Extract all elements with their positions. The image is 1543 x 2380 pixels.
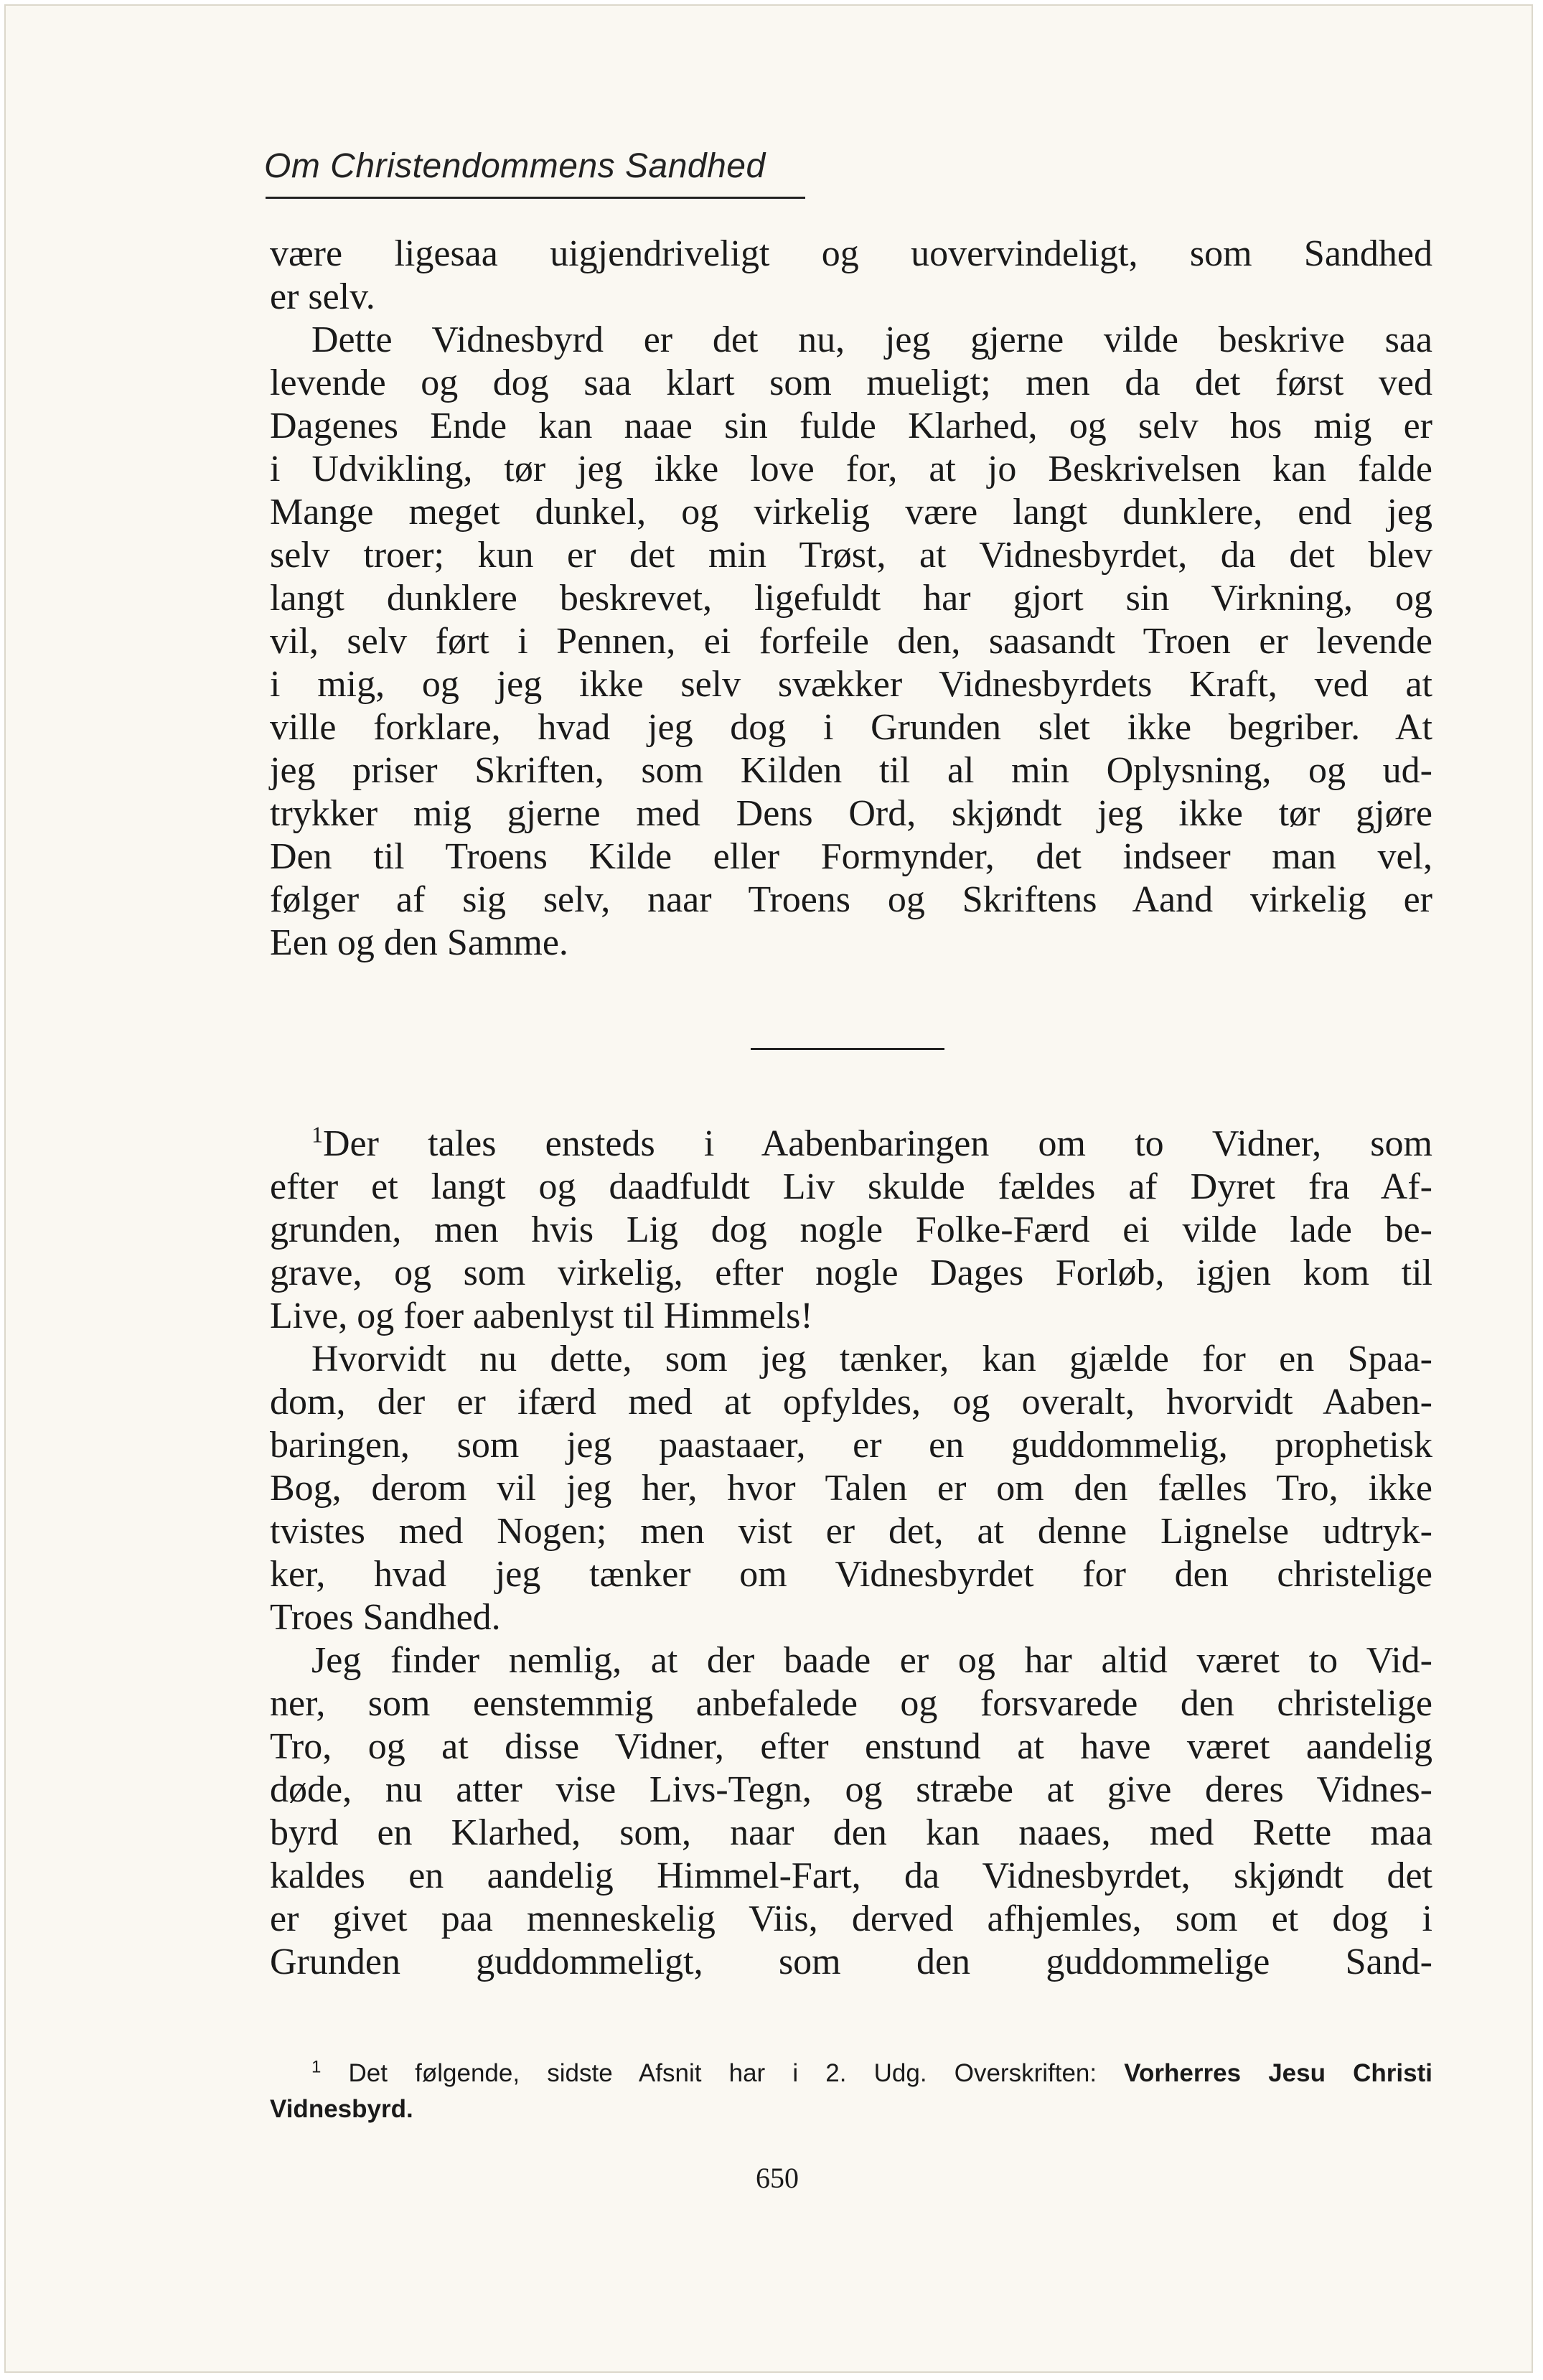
footnote-bold-title-cont: Vidnesbyrd. (270, 2095, 413, 2123)
footnote-bold-title: Vorherres Jesu Christi (1124, 2059, 1432, 2087)
text-line: Grunden guddommeligt, som den guddommelige Sand- (270, 1941, 1432, 1982)
text-line: levende og dog saa klart som mueligt; men da det først ved (270, 362, 1432, 403)
text-block-bottom (270, 1123, 1432, 1984)
text-line: ner, som eenstemmig anbefalede og forsvarede den christelige (270, 1683, 1432, 1724)
text-line: byrd en Klarhed, som, naar den kan naaes, med Rette maa (270, 1812, 1432, 1853)
text-line: er givet paa menneskelig Viis, derved afhjemles, som et dog i (270, 1898, 1432, 1939)
text-line: ville forklare, hvad jeg dog i Grunden slet ikke begriber. At (270, 707, 1432, 748)
text-block-top (270, 233, 1432, 965)
text-line: ker, hvad jeg tænker om Vidnesbyrdet for den christelige (270, 1554, 1432, 1595)
text-line: følger af sig selv, naar Troens og Skriftens Aand virkelig er (270, 879, 1432, 920)
text-line: Hvorvidt nu dette, som jeg tænker, kan gjælde for en Spaa- (311, 1339, 1432, 1379)
text-line: Dagenes Ende kan naae sin fulde Klarhed, og selv hos mig er (270, 406, 1432, 446)
footnote-number: 1 (311, 2057, 322, 2077)
text-line: grunden, men hvis Lig dog nogle Folke-Færd ei vilde lade be- (270, 1209, 1432, 1250)
page (4, 4, 1533, 2373)
text-line: er selv. (270, 276, 375, 317)
text-line: i mig, og jeg ikke selv svækker Vidnesbyrdets Kraft, ved at (270, 664, 1432, 705)
text-line: baringen, som jeg paastaaer, er en guddommelig, prophetisk (270, 1425, 1432, 1466)
header-rule (266, 197, 805, 199)
text-line: efter et langt og daadfuldt Liv skulde fældes af Dyret fra Af- (270, 1166, 1432, 1207)
footnote-text: Det følgende, sidste Afsnit har i 2. Udg. Overskriften: (348, 2059, 1097, 2087)
text-line: Live, og foer aabenlyst til Himmels! (270, 1296, 813, 1336)
text-line: Jeg finder nemlig, at der baade er og har altid været to Vid- (311, 1640, 1432, 1681)
text-line: Troes Sandhed. (270, 1597, 501, 1638)
text-line: dom, der er ifærd med at opfyldes, og overalt, hvorvidt Aaben- (270, 1382, 1432, 1423)
page-number: 650 (756, 2162, 799, 2194)
text-line: Tro, og at disse Vidner, efter enstund at have været aandelig (270, 1726, 1432, 1767)
text-line: være ligesaa uigjendriveligt og uovervindeligt, som Sandhed (270, 233, 1432, 274)
text-line: tvistes med Nogen; men vist er det, at denne Lignelse udtryk- (270, 1511, 1432, 1552)
text-line: vil, selv ført i Pennen, ei forfeile den, saasandt Troen er levende (270, 621, 1432, 662)
text-line: døde, nu atter vise Livs-Tegn, og stræbe at give deres Vidnes- (270, 1769, 1432, 1810)
text-line: i Udvikling, tør jeg ikke love for, at jo Beskrivelsen kan falde (270, 449, 1432, 489)
text-line: grave, og som virkelig, efter nogle Dages Forløb, igjen kom til (270, 1252, 1432, 1293)
section-divider (751, 1048, 944, 1050)
text-line: Bog, derom vil jeg her, hvor Talen er om den fælles Tro, ikke (270, 1468, 1432, 1509)
text-line: trykker mig gjerne med Dens Ord, skjøndt jeg ikke tør gjøre (270, 793, 1432, 834)
text-line: Dette Vidnesbyrd er det nu, jeg gjerne vilde beskrive saa (311, 319, 1432, 360)
text-line: kaldes en aandelig Himmel-Fart, da Vidnesbyrdet, skjøndt det (270, 1855, 1432, 1896)
footnote-ref: 1 (311, 1121, 323, 1148)
footnote-line (270, 2056, 1432, 2091)
text-line (270, 1123, 1432, 1166)
text-line: Den til Troens Kilde eller Formynder, det indseer man vel, (270, 836, 1432, 877)
text-line: Mange meget dunkel, og virkelig være langt dunklere, end jeg (270, 492, 1432, 533)
footnote (270, 2056, 1432, 2127)
text-line: Een og den Samme. (270, 922, 568, 963)
text-line-content: Der tales ensteds i Aabenbaringen om to Vidner, som (323, 1123, 1432, 1164)
text-line: langt dunklere beskrevet, ligefuldt har gjort sin Virkning, og (270, 578, 1432, 619)
running-header: Om Christendommens Sandhed (264, 147, 766, 185)
text-line: jeg priser Skriften, som Kilden til al min Oplysning, og ud- (270, 750, 1432, 791)
text-line: selv troer; kun er det min Trøst, at Vidnesbyrdet, da det blev (270, 535, 1432, 576)
